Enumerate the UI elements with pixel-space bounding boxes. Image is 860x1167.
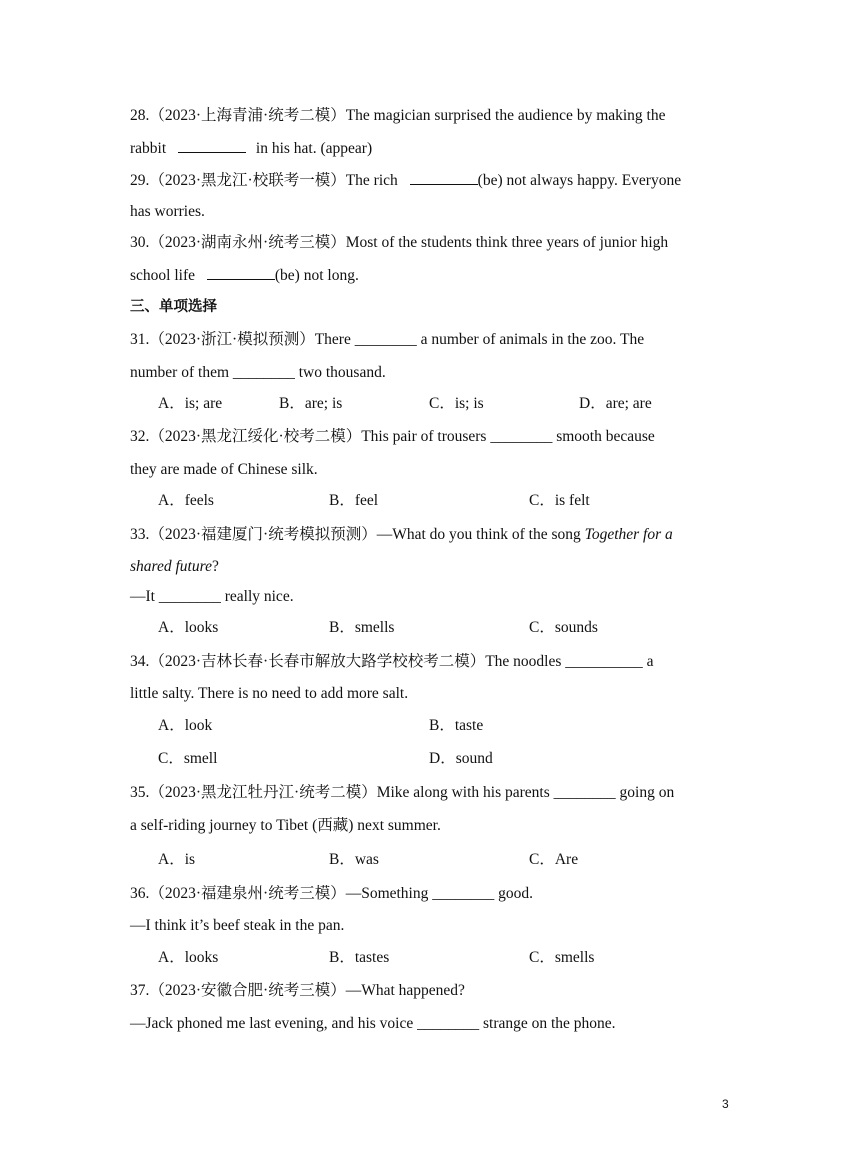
- q29-prefix: 29.（2023·黑龙江·校联考一模）The rich: [130, 172, 398, 189]
- q34-option-a[interactable]: A．look: [158, 717, 213, 734]
- q30-text-b: (be) not long.: [274, 267, 359, 284]
- question-30-line-2: [130, 265, 359, 286]
- question-36-line-1: 36.（2023·福建泉州·统考三模）—Something ________ good.: [130, 885, 533, 902]
- question-33-line-3: —It ________ really nice.: [130, 588, 294, 605]
- q36-option-b[interactable]: B．tastes: [329, 949, 390, 966]
- q35-option-b[interactable]: B．was: [329, 851, 379, 868]
- song-title-part-1: Together for a: [584, 526, 673, 543]
- question-33-line-1: [130, 525, 673, 545]
- q31-option-b[interactable]: B．are; is: [279, 395, 343, 412]
- answer-blank: [178, 138, 246, 153]
- question-34-line-2: little salty. There is no need to add more salt.: [130, 685, 409, 702]
- q32-option-b[interactable]: B．feel: [329, 492, 379, 509]
- q29-suffix: (be) not always happy. Everyone: [477, 172, 682, 189]
- q32-option-c[interactable]: C．is felt: [529, 492, 590, 509]
- question-28-line-1: 28.（2023·上海青浦·统考二模）The magician surprised the audience by making the: [130, 107, 666, 124]
- question-34-line-1: 34.（2023·吉林长春·长春市解放大路学校校考二模）The noodles __________ a: [130, 653, 654, 670]
- q34-option-c[interactable]: C．smell: [158, 750, 218, 767]
- q32-option-a[interactable]: A．feels: [158, 492, 214, 509]
- question-32-line-2: they are made of Chinese silk.: [130, 461, 318, 478]
- page-number: 3: [722, 1097, 729, 1111]
- answer-blank: [207, 265, 275, 280]
- q35-option-c[interactable]: C．Are: [529, 851, 579, 868]
- q33-option-b[interactable]: B．smells: [329, 619, 395, 636]
- song-title-part-2: shared future: [130, 558, 212, 575]
- q34-option-b[interactable]: B．taste: [429, 717, 484, 734]
- q30-text-a: school life: [130, 267, 195, 284]
- question-30-line-1: 30.（2023·湖南永州·统考三模）Most of the students think three years of junior high: [130, 234, 669, 251]
- q31-option-a[interactable]: A．is; are: [158, 395, 223, 412]
- question-29-line-2: has worries.: [130, 203, 205, 220]
- question-33-line-2: [130, 557, 219, 577]
- q31-option-d[interactable]: D．are; are: [579, 395, 652, 412]
- question-37-line-2: —Jack phoned me last evening, and his voice ________ strange on the phone.: [130, 1015, 616, 1032]
- question-36-line-2: —I think it’s beef steak in the pan.: [130, 917, 345, 934]
- question-29-line-1: [130, 170, 681, 191]
- question-31-line-2: number of them ________ two thousand.: [130, 364, 386, 381]
- q28-text-a: rabbit: [130, 140, 167, 157]
- q33-option-a[interactable]: A．looks: [158, 619, 219, 636]
- q36-option-a[interactable]: A．looks: [158, 949, 219, 966]
- question-31-line-1: 31.（2023·浙江·模拟预测）There ________ a number of animals in the zoo. The: [130, 331, 645, 348]
- q33-text: 33.（2023·福建厦门·统考模拟预测）—What do you think of the song: [130, 526, 585, 543]
- answer-blank: [410, 170, 478, 185]
- q31-option-c[interactable]: C．is; is: [429, 395, 484, 412]
- question-35-line-1: 35.（2023·黑龙江牡丹江·统考二模）Mike along with his parents ________ going on: [130, 784, 675, 801]
- question-28-line-2: [130, 138, 372, 159]
- question-32-line-1: 32.（2023·黑龙江绥化·校考二模）This pair of trousers ________ smooth because: [130, 428, 655, 445]
- q33-tail: ?: [211, 558, 219, 575]
- q28-text-b: in his hat. (appear): [255, 140, 373, 157]
- question-35-line-2: a self-riding journey to Tibet (西藏) next summer.: [130, 817, 441, 834]
- q36-option-c[interactable]: C．smells: [529, 949, 595, 966]
- q35-option-a[interactable]: A．is: [158, 851, 196, 868]
- q33-option-c[interactable]: C．sounds: [529, 619, 598, 636]
- q34-option-d[interactable]: D．sound: [429, 750, 493, 767]
- question-37-line-1: 37.（2023·安徽合肥·统考三模）—What happened?: [130, 982, 465, 999]
- section-heading: 三、单项选择: [130, 299, 217, 315]
